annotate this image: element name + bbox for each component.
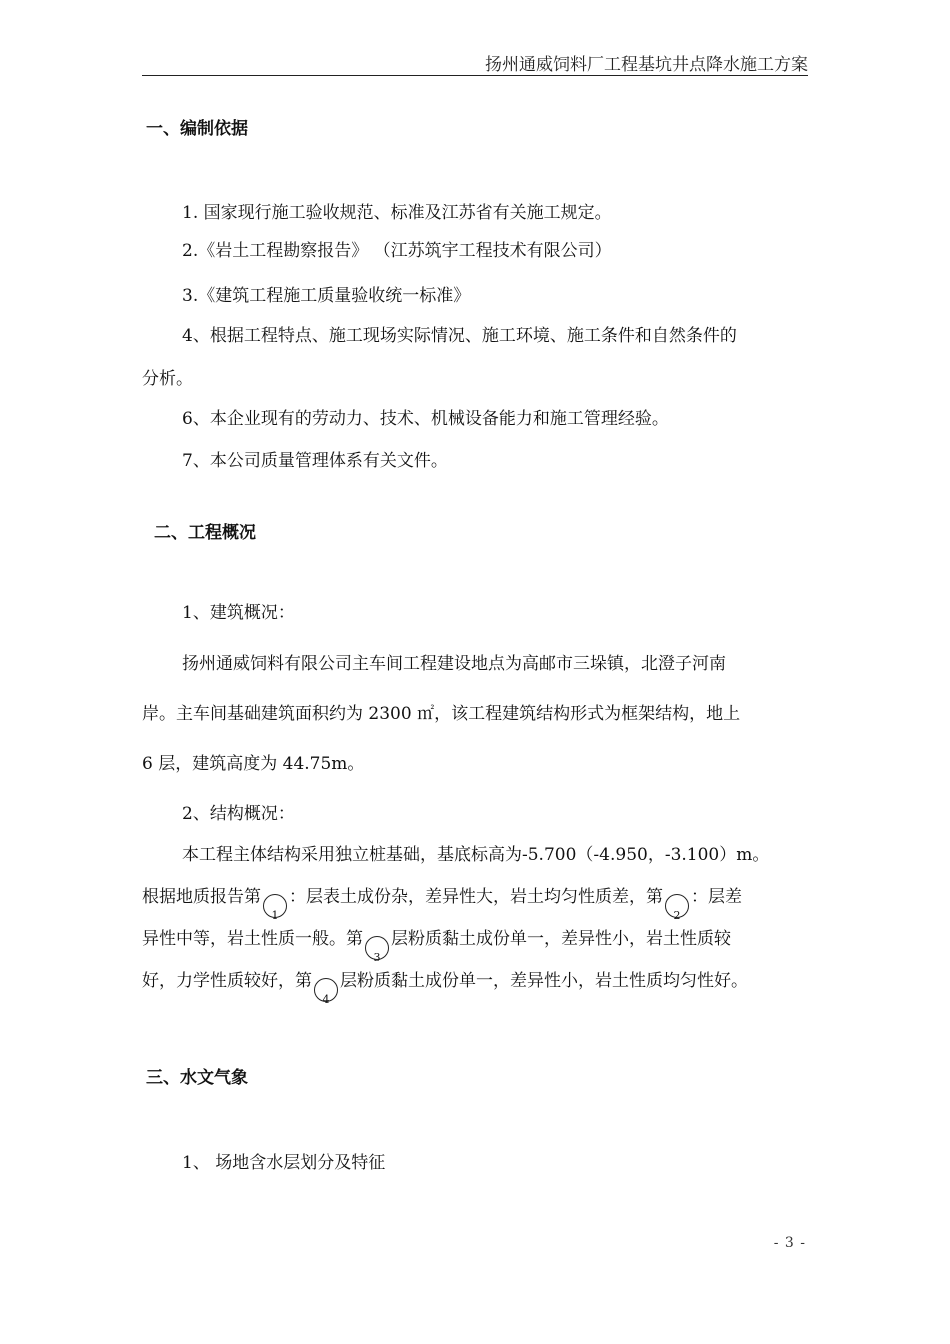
text-segment: ：层表土成份杂，差异性大，岩土均匀性质差，第 [289,887,663,907]
text-segment: 好，力学性质较好，第 [142,971,312,991]
running-header: 扬州通威饲料厂工程基坑井点降水施工方案 [485,55,808,75]
structure-overview-line-4 [142,969,748,1006]
structure-overview-line-1: 本工程主体结构采用独立桩基础，基底标高为-5.700（-4.950，-3.100）m。 [182,845,770,865]
layer-number: 1 [271,909,279,922]
basis-item-4-cont: 分析。 [142,369,193,389]
layer-number: 2 [673,909,681,922]
text-segment: 异性中等，岩土性质一般。第 [142,929,363,949]
layer-number: 3 [373,951,381,964]
text-segment: 层粉质黏土成份单一，差异性小，岩土性质较 [391,929,731,949]
page-number: - 3 - [773,1235,806,1251]
building-overview-line-2: 岸。主车间基础建筑面积约为 2300 ㎡，该工程建筑结构形式为框架结构，地上 [142,704,741,724]
text-segment: 根据地质报告第 [142,887,261,907]
layer-number-marker [365,936,389,964]
basis-item-7: 7、本公司质量管理体系有关文件。 [182,451,448,471]
basis-item-4: 4、根据工程特点、施工现场实际情况、施工环境、施工条件和自然条件的 [182,326,737,346]
basis-item-3: 3.《建筑工程施工质量验收统一标准》 [182,286,471,306]
basis-item-1: 1. 国家现行施工验收规范、标准及江苏省有关施工规定。 [182,203,612,223]
section-heading-hydrology: 三、水文气象 [146,1068,248,1088]
structure-overview-title: 2、结构概况： [182,804,295,824]
section-heading-basis: 一、编制依据 [146,119,248,139]
building-overview-line-3: 6 层，建筑高度为 44.75m。 [142,754,365,774]
header-rule [142,75,808,76]
layer-number-marker [314,978,338,1006]
hydrology-item-1: 1、 场地含水层划分及特征 [182,1153,386,1173]
building-overview-line-1: 扬州通威饲料有限公司主车间工程建设地点为高邮市三垛镇，北澄子河南 [182,654,726,674]
section-heading-overview: 二、工程概况 [154,523,256,543]
layer-number-marker [665,894,689,922]
structure-overview-line-2 [142,885,742,922]
text-segment: ：层差 [691,887,742,907]
building-overview-title: 1、建筑概况： [182,603,295,623]
layer-number: 4 [322,993,330,1006]
layer-number-marker [263,894,287,922]
basis-item-6: 6、本企业现有的劳动力、技术、机械设备能力和施工管理经验。 [182,409,669,429]
text-segment: 层粉质黏土成份单一，差异性小，岩土性质均匀性好。 [340,971,748,991]
structure-overview-line-3 [142,927,731,964]
basis-item-2: 2.《岩土工程勘察报告》 （江苏筑宇工程技术有限公司） [182,241,612,261]
